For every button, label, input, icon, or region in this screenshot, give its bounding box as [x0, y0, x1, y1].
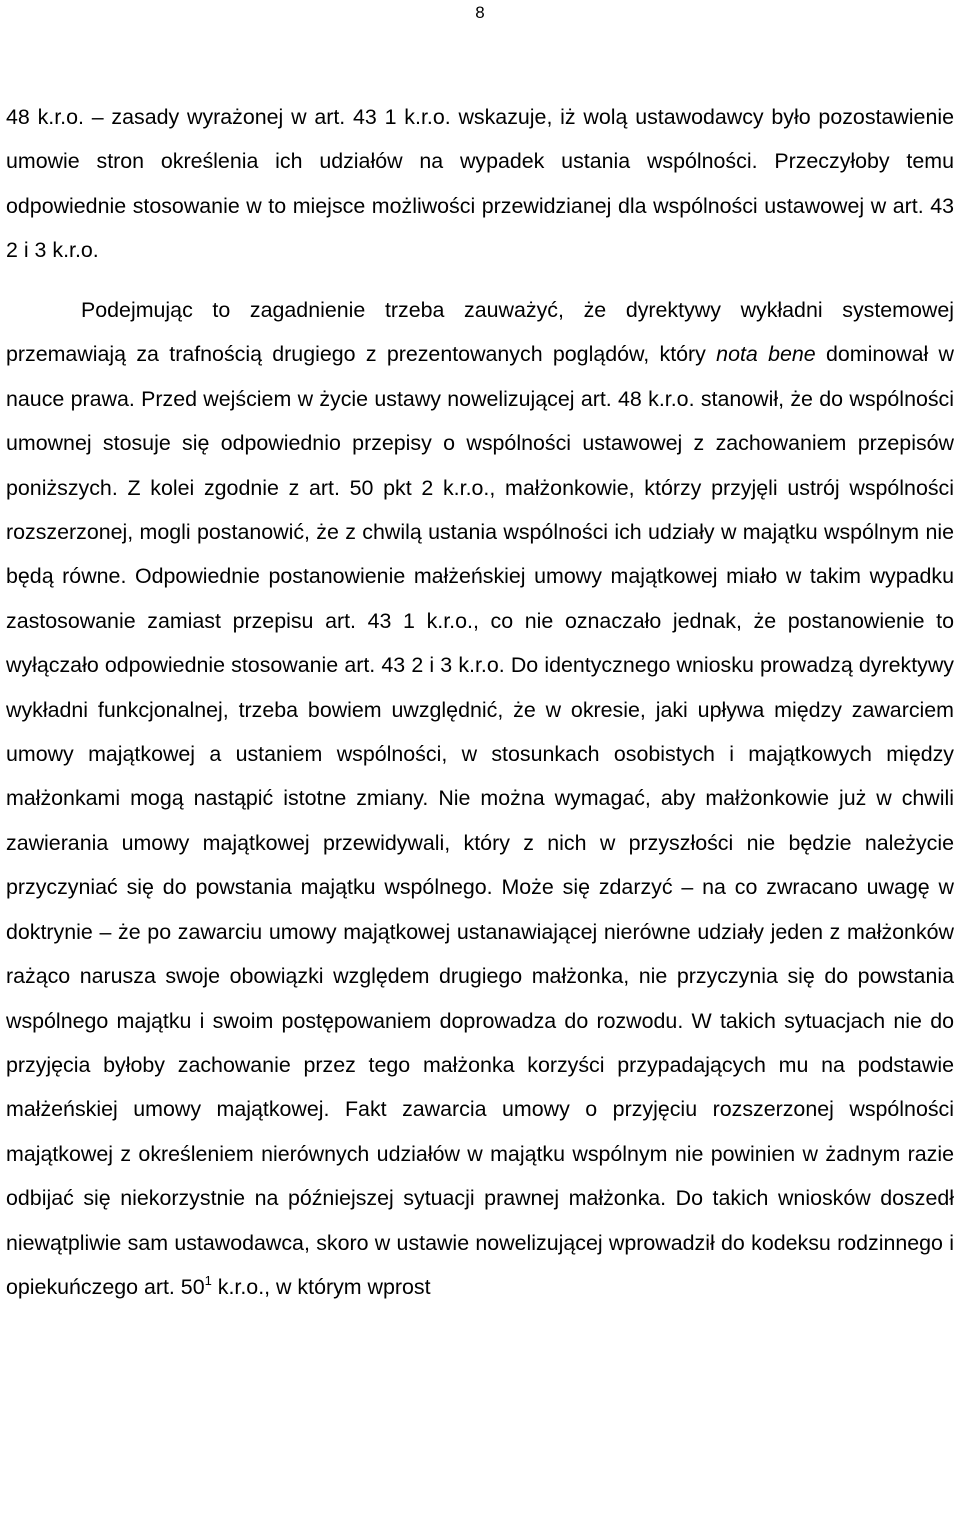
page-number: 8 [475, 3, 485, 22]
latin-phrase: nota bene [716, 342, 816, 367]
paragraph-main [6, 288, 954, 1309]
article-superscript: 1 [204, 1272, 212, 1288]
paragraph-main-text-1: Podejmując to zagadnienie trzeba zauważyć, że dyrektywy wykładni systemowej przemawiają za trafnością drugiego z prezentowanych poglądów, który [6, 298, 954, 367]
paragraph-main-text-3: k.r.o., w którym wprost [211, 1274, 431, 1299]
paragraph-main-text-2: dominował w nauce prawa. Przed wejściem w życie ustawy nowelizującej art. 48 k.r.o. stanowił, że do wspólności umownej stosuje się odpowiednio przepisy o wspólności ustawowej z zachowaniem przepisów poniższych. Z kolei zgodnie z art. 50 pkt 2 k.r.o., małżonkowie, którzy przyjęli ustrój wspólności rozszerzonej, mogli postanowić, że z chwilą ustania wspólności ich udziały w majątku wspólnym nie będą równe. Odpowiednie postanowienie małżeńskiej umowy majątkowej miało w takim wypadku zastosowanie zamiast przepisu art. 43 1 k.r.o., co nie oznaczało jednak, że postanowienie to wyłączało odpowiednie stosowanie art. 43 2 i 3 k.r.o. Do identycznego wniosku prowadzą dyrektywy wykładni funkcjonalnej, trzeba bowiem uwzględnić, że w okresie, jaki upływa między zawarciem umowy majątkowej a ustaniem wspólności, w stosunkach osobistych i majątkowych między małżonkami mogą nastąpić istotne zmiany. Nie można wymagać, aby małżonkowie już w chwili zawierania umowy majątkowej przewidywali, który z nich w przyszłości nie będzie należycie przyczyniać się do powstania majątku wspólnego. Może się zdarzyć – na co zwracano uwagę w doktrynie – że po zawarciu umowy majątkowej ustanawiającej nierówne udziały jeden z małżonków rażąco narusza swoje obowiązki względem drugiego małżonka, nie przyczynia się do powstania wspólnego majątku i swoim postępowaniem doprowadza do rozwodu. W takich sytuacjach nie do przyjęcia byłoby zachowanie przez tego małżonka korzyści przypadających mu na podstawie małżeńskiej umowy majątkowej. Fakt zawarcia umowy o przyjęciu rozszerzonej wspólności majątkowej z określeniem nierównych udziałów w majątku wspólnym nie powinien w żadnym razie odbijać się niekorzystnie na późniejszej sytuacji prawnej małżonka. Do takich wniosków doszedł niewątpliwie sam ustawodawca, skoro w ustawie nowelizującej wprowadził do kodeksu rodzinnego i opiekuńczego art. 50 [6, 342, 954, 1299]
paragraph-continuation: 48 k.r.o. – zasady wyrażonej w art. 43 1 k.r.o. wskazuje, iż wolą ustawodawcy było pozostawienie umowie stron określenia ich udziałów na wypadek ustania wspólności. Przeczyłoby temu odpowiednie stosowanie w to miejsce możliwości przewidzianej dla wspólności ustawowej w art. 43 2 i 3 k.r.o. [6, 105, 954, 263]
